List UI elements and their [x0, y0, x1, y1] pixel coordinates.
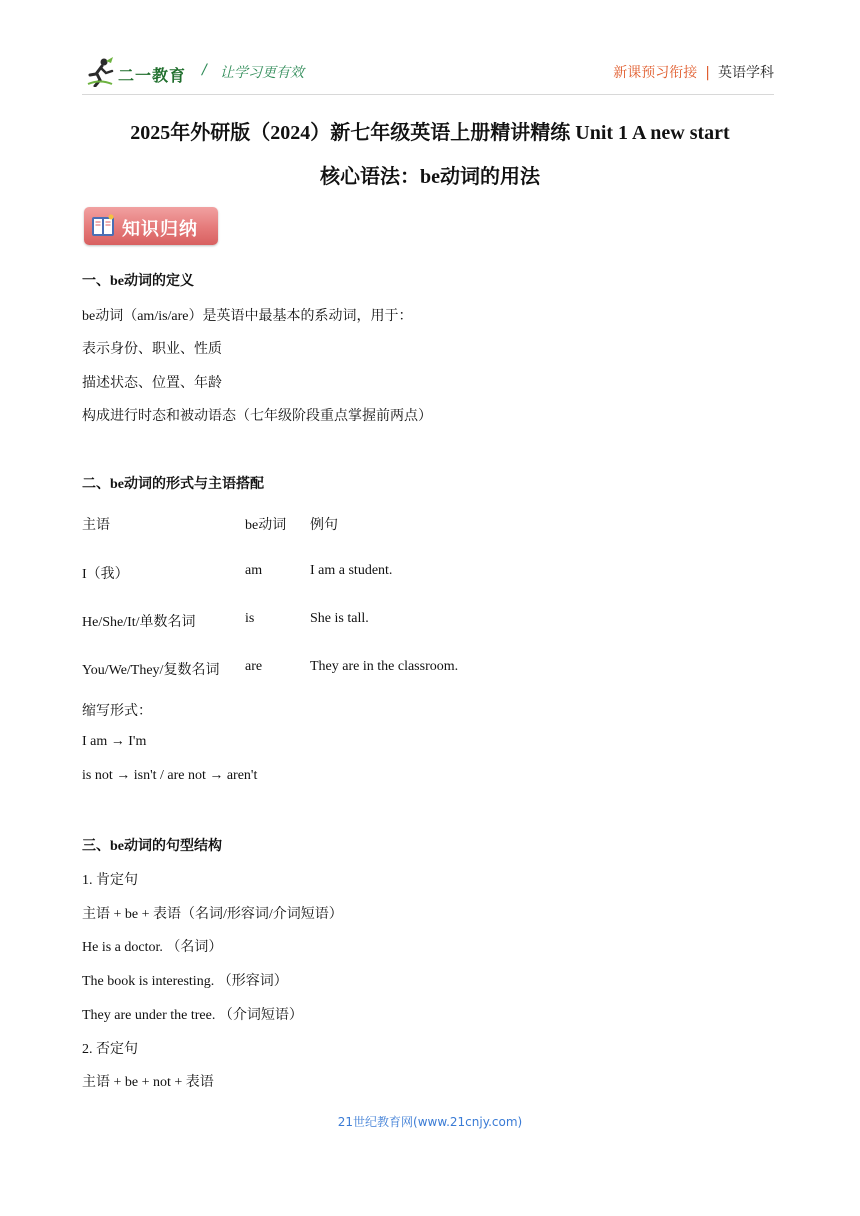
table-header-cell: 例句	[310, 518, 338, 533]
page-subtitle: 核心语法：be动词的用法	[320, 166, 540, 188]
header-divider-line	[82, 94, 774, 95]
runner-logo-icon	[86, 57, 114, 87]
contraction-line: I am → I'm	[82, 734, 147, 749]
page-header	[82, 55, 774, 95]
section-heading: 一、be动词的定义	[82, 274, 194, 289]
table-header-cell: 主语	[82, 518, 110, 533]
paragraph-line: 构成进行时态和被动语态（七年级阶段重点掌握前两点）	[82, 409, 432, 424]
logo-text: 二一教育	[118, 66, 187, 85]
paragraph-line: 2. 否定句	[82, 1042, 138, 1057]
slogan-divider: /	[202, 62, 207, 78]
paragraph-line: 表示身份、职业、性质	[82, 342, 222, 357]
course-label: 新课预习衔接	[613, 65, 698, 81]
header-right	[613, 62, 774, 82]
page-title: 2025年外研版（2024）新七年级英语上册精讲精练 Unit 1 A new start	[130, 122, 730, 144]
paragraph-line: They are under the tree. （介词短语）	[82, 1008, 303, 1023]
table-cell: I（我）	[82, 567, 129, 582]
section-heading: 二、be动词的形式与主语搭配	[82, 477, 264, 492]
table-cell: You/We/They/复数名词	[82, 663, 220, 678]
contraction-line: is not → isn't / are not → aren't	[82, 768, 258, 783]
subject-label: 英语学科	[718, 65, 774, 81]
paragraph-line: be动词（am/is/are）是英语中最基本的系动词，用于：	[82, 309, 413, 324]
paragraph-line: He is a doctor. （名词）	[82, 940, 223, 955]
badge-label: 知识归纳	[122, 219, 198, 240]
slogan: 让学习更有效	[220, 65, 304, 81]
paragraph-line: 主语 + be + 表语（名词/形容词/介词短语）	[82, 907, 343, 922]
paragraph-line: 1. 肯定句	[82, 873, 138, 888]
page-footer: 21世纪教育网(www.21cnjy.com)	[337, 1115, 523, 1129]
table-cell: She is tall.	[310, 611, 369, 626]
table-cell: He/She/It/单数名词	[82, 615, 196, 630]
knowledge-summary-badge	[84, 207, 218, 245]
book-icon	[90, 213, 116, 239]
paragraph-line: The book is interesting. （形容词）	[82, 974, 288, 989]
header-divider: |	[705, 65, 710, 81]
paragraph-line: 主语 + be + not + 表语	[82, 1075, 214, 1090]
logo	[82, 55, 192, 91]
table-cell: I am a student.	[310, 563, 393, 578]
table-header-cell: be动词	[245, 518, 287, 533]
table-cell: am	[245, 563, 263, 578]
paragraph-line: 描述状态、位置、年龄	[82, 376, 222, 391]
section-heading: 三、be动词的句型结构	[82, 839, 222, 854]
table-cell: is	[245, 611, 255, 626]
contractions-label: 缩写形式：	[82, 704, 152, 719]
table-cell: They are in the classroom.	[310, 659, 459, 674]
table-cell: are	[245, 659, 263, 674]
